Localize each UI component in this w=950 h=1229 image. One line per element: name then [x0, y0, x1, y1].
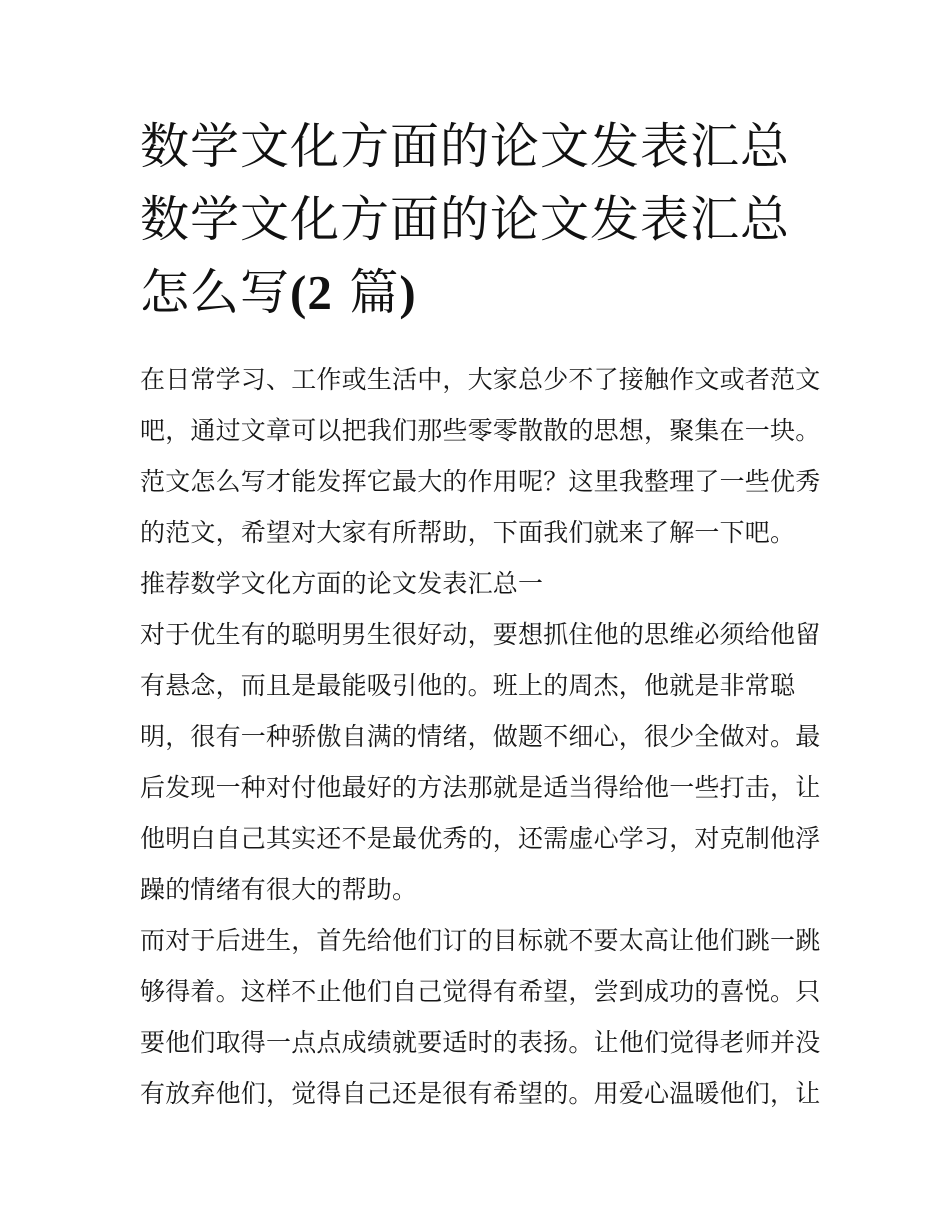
body-line: 有悬念，而且是最能吸引他的。班上的周杰，他就是非常聪 — [140, 671, 796, 700]
title-line-2: 数学文化方面的论文发表汇总 — [140, 191, 791, 248]
title-line-3-count: (2 — [290, 265, 333, 320]
title-line-3-close: ) — [399, 265, 417, 320]
body-line: 躁的情绪有很大的帮助。 — [140, 875, 418, 904]
body-line: 他明白自己其实还不是最优秀的，还需虚心学习，对克制他浮 — [140, 824, 821, 853]
body-line: 而对于后进生，首先给他们订的目标就不要太高让他们跳一跳 — [140, 926, 821, 955]
body-line: 的范文，希望对大家有所帮助，下面我们就来了解一下吧。 — [140, 518, 796, 547]
body-line: 后发现一种对付他最好的方法那就是适当得给他一些打击，让 — [140, 773, 821, 802]
title-line-3-unit: 篇 — [332, 264, 400, 321]
title-line-3 — [140, 256, 820, 329]
document-title — [140, 110, 820, 329]
title-line-3-prefix: 怎么写 — [140, 264, 291, 321]
section-heading: 推荐数学文化方面的论文发表汇总一 — [140, 569, 544, 598]
body-line: 有放弃他们，觉得自己还是很有希望的。用爱心温暖他们，让 — [140, 1079, 821, 1108]
body-line: 明，很有一种骄傲自满的情绪，做题不细心，很少全做对。最 — [140, 722, 821, 751]
body-line: 在日常学习、工作或生活中，大家总少不了接触作文或者范文 — [140, 365, 821, 394]
document-body — [140, 354, 830, 1119]
body-line: 范文怎么写才能发挥它最大的作用呢？这里我整理了一些优秀 — [140, 467, 821, 496]
body-line: 吧，通过文章可以把我们那些零零散散的思想，聚集在一块。 — [140, 416, 821, 445]
title-line-1: 数学文化方面的论文发表汇总 — [140, 118, 791, 175]
body-line: 对于优生有的聪明男生很好动，要想抓住他的思维必须给他留 — [140, 620, 821, 649]
body-line: 要他们取得一点点成绩就要适时的表扬。让他们觉得老师并没 — [140, 1028, 821, 1057]
body-line: 够得着。这样不止他们自己觉得有希望，尝到成功的喜悦。只 — [140, 977, 821, 1006]
